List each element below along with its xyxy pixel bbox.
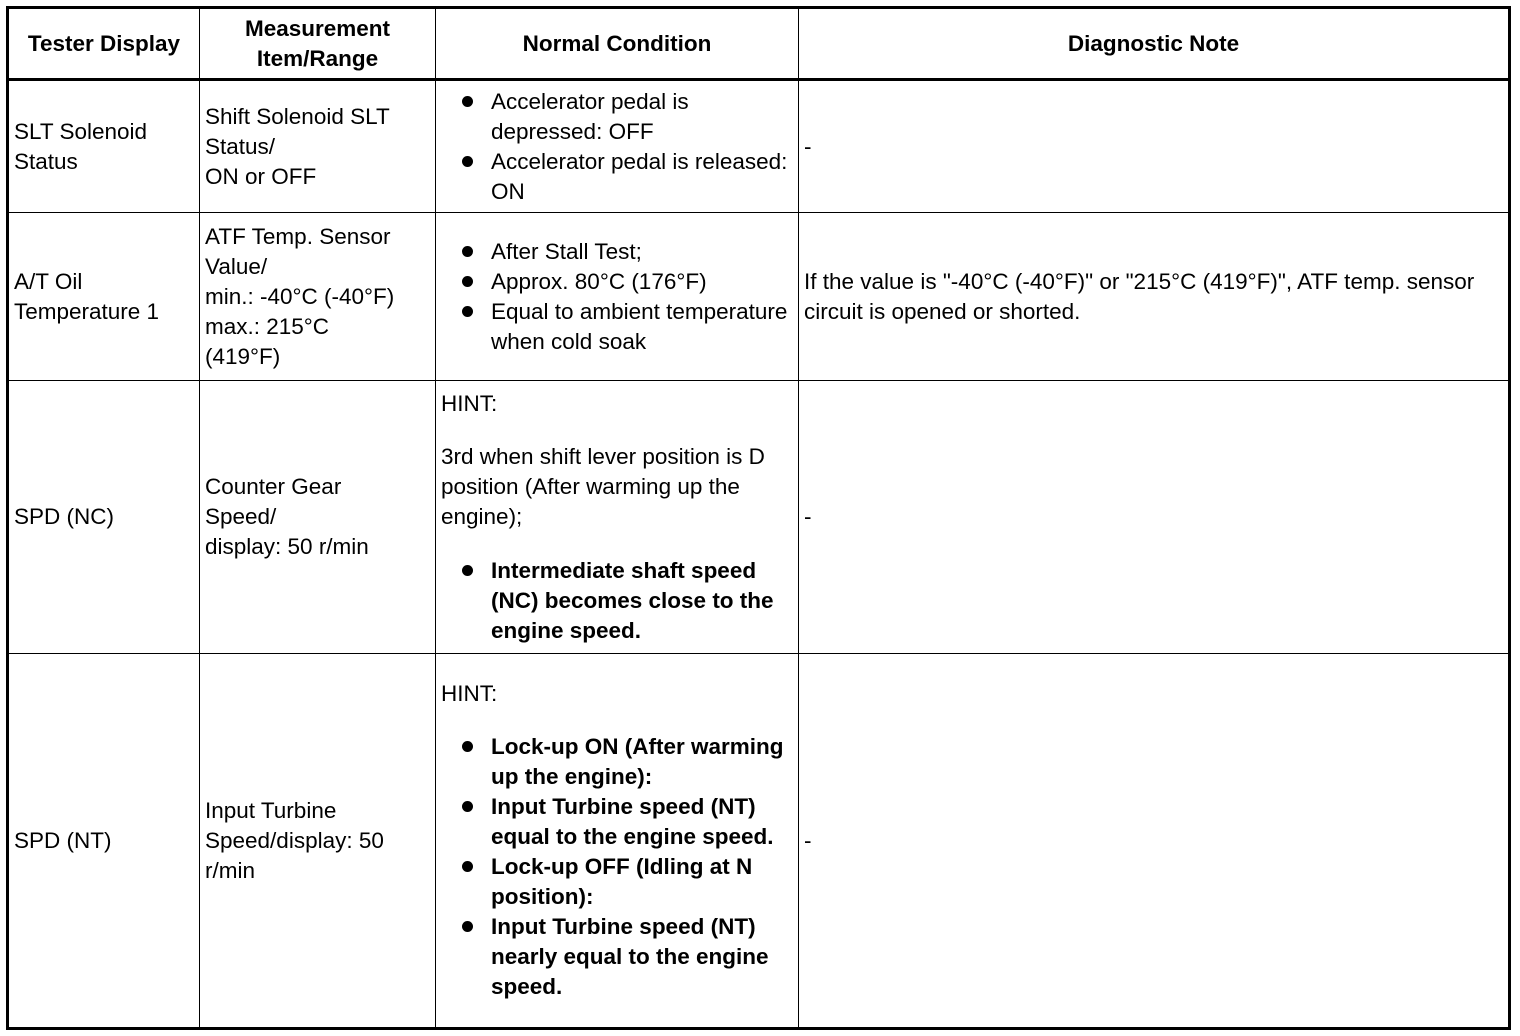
bullet-icon bbox=[462, 861, 473, 872]
condition-list bbox=[441, 732, 794, 1002]
list-item: Accelerator pedal is depressed: OFF bbox=[441, 87, 794, 147]
bullet-icon bbox=[462, 921, 473, 932]
tester-display-cell: SLT Solenoid Status bbox=[8, 80, 200, 213]
header-measurement-item: Measurement Item/Range bbox=[200, 8, 436, 80]
header-diagnostic-note: Diagnostic Note bbox=[799, 8, 1510, 80]
hint-label: HINT: bbox=[441, 390, 498, 416]
normal-condition-cell bbox=[436, 213, 799, 381]
measurement-cell: Counter Gear Speed/ display: 50 r/min bbox=[200, 381, 436, 654]
list-item: Equal to ambient temperature when cold soak bbox=[441, 297, 794, 357]
condition-list bbox=[441, 556, 794, 646]
bullet-icon bbox=[462, 156, 473, 167]
normal-condition-cell bbox=[436, 80, 799, 213]
diagnostic-table-sheet bbox=[6, 6, 1511, 1030]
bullet-icon bbox=[462, 565, 473, 576]
table-row bbox=[8, 381, 1510, 654]
diagnostic-note-cell: - bbox=[799, 381, 1510, 654]
list-item: Input Turbine speed (NT) equal to the engine speed. bbox=[441, 792, 794, 852]
list-item: Intermediate shaft speed (NC) becomes close to the engine speed. bbox=[441, 556, 794, 646]
list-item: Input Turbine speed (NT) nearly equal to the engine speed. bbox=[441, 912, 794, 1002]
measurement-cell: Input Turbine Speed/display: 50 r/min bbox=[200, 654, 436, 1029]
tester-display-cell: A/T Oil Temperature 1 bbox=[8, 213, 200, 381]
header-normal-condition: Normal Condition bbox=[436, 8, 799, 80]
tester-display-cell: SPD (NC) bbox=[8, 381, 200, 654]
table-row bbox=[8, 213, 1510, 381]
diagnostic-note-cell: If the value is "-40°C (-40°F)" or "215°C (419°F)", ATF temp. sensor circuit is opened or shorted. bbox=[799, 213, 1510, 381]
list-item: Approx. 80°C (176°F) bbox=[441, 267, 794, 297]
bullet-icon bbox=[462, 306, 473, 317]
table-row bbox=[8, 654, 1510, 1029]
bullet-icon bbox=[462, 96, 473, 107]
list-item: Lock-up OFF (Idling at N position): bbox=[441, 852, 794, 912]
header-tester-display: Tester Display bbox=[8, 8, 200, 80]
table-header-row bbox=[8, 8, 1510, 80]
table-row bbox=[8, 80, 1510, 213]
bullet-icon bbox=[462, 741, 473, 752]
normal-condition-cell bbox=[436, 381, 799, 654]
measurement-cell: Shift Solenoid SLT Status/ ON or OFF bbox=[200, 80, 436, 213]
data-list-table bbox=[6, 6, 1511, 1030]
condition-list bbox=[441, 87, 794, 207]
list-item: Accelerator pedal is released: ON bbox=[441, 147, 794, 207]
normal-condition-cell bbox=[436, 654, 799, 1029]
measurement-cell: ATF Temp. Sensor Value/ min.: -40°C (-40°F) max.: 215°C (419°F) bbox=[200, 213, 436, 381]
condition-list bbox=[441, 237, 794, 357]
diagnostic-note-cell: - bbox=[799, 654, 1510, 1029]
bullet-icon bbox=[462, 276, 473, 287]
diagnostic-note-cell: - bbox=[799, 80, 1510, 213]
list-item: Lock-up ON (After warming up the engine): bbox=[441, 732, 794, 792]
list-item: After Stall Test; bbox=[441, 237, 794, 267]
bullet-icon bbox=[462, 246, 473, 257]
hint-paragraph: 3rd when shift lever position is D position (After warming up the engine); bbox=[441, 443, 765, 529]
hint-label: HINT: bbox=[441, 681, 498, 706]
bullet-icon bbox=[462, 801, 473, 812]
tester-display-cell: SPD (NT) bbox=[8, 654, 200, 1029]
